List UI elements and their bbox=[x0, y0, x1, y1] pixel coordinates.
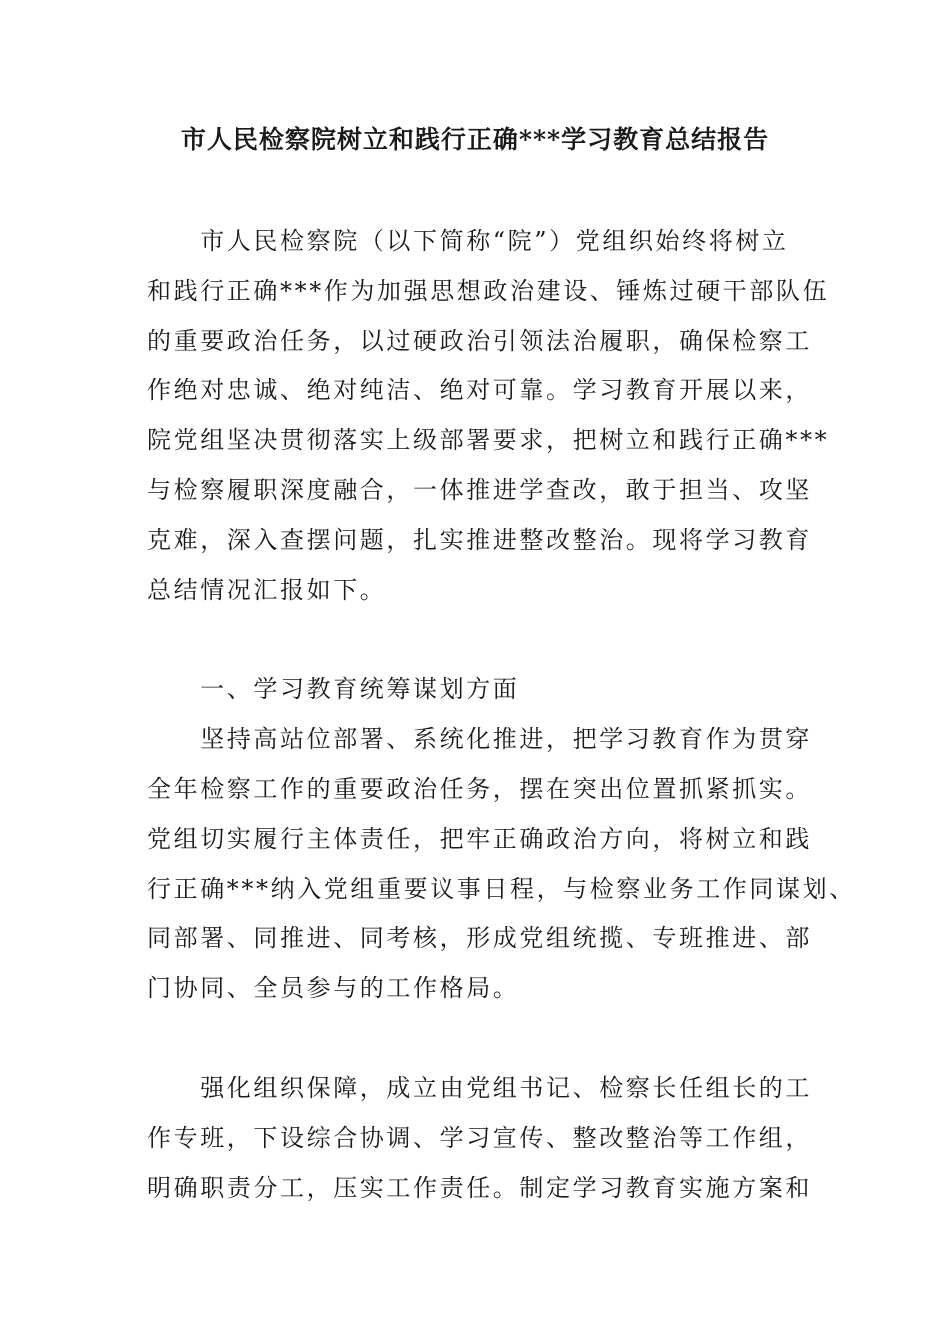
paragraph-line: 院党组坚决贯彻落实上级部署要求，把树立和践行正确*** bbox=[147, 426, 830, 454]
paragraph-line: 作专班，下设综合协调、学习宣传、整改整治等工作组， bbox=[147, 1124, 812, 1152]
paragraph-line: 党组切实履行主体责任，把牢正确政治方向，将树立和践 bbox=[147, 825, 812, 853]
paragraph-line: 的重要政治任务，以过硬政治引领法治履职，确保检察工 bbox=[147, 327, 812, 355]
paragraph-line: 明确职责分工，压实工作责任。制定学习教育实施方案和 bbox=[147, 1174, 812, 1202]
paragraph-line: 和践行正确***作为加强思想政治建设、锤炼过硬干部队伍 bbox=[147, 277, 830, 305]
document-title: 市人民检察院树立和践行正确***学习教育总结报告 bbox=[180, 125, 770, 154]
paragraph-line: 门协同、全员参与的工作格局。 bbox=[147, 974, 520, 1002]
paragraph-line: 与检察履职深度融合，一体推进学查改，敢于担当、攻坚 bbox=[147, 476, 812, 504]
paragraph-line: 市人民检察院（以下简称“院”）党组织始终将树立 bbox=[147, 227, 789, 255]
paragraph-line: 同部署、同推进、同考核，形成党组统揽、专班推进、部 bbox=[147, 924, 812, 952]
paragraph-line: 行正确***纳入党组重要议事日程，与检察业务工作同谋划、 bbox=[147, 875, 856, 903]
paragraph-line: 作绝对忠诚、绝对纯洁、绝对可靠。学习教育开展以来， bbox=[147, 376, 812, 404]
paragraph-line: 全年检察工作的重要政治任务，摆在突出位置抓紧抓实。 bbox=[147, 775, 812, 803]
paragraph-line: 强化组织保障，成立由党组书记、检察长任组长的工 bbox=[147, 1074, 812, 1102]
section-heading: 一、学习教育统筹谋划方面 bbox=[147, 675, 520, 703]
paragraph-line: 坚持高站位部署、系统化推进，把学习教育作为贯穿 bbox=[147, 725, 812, 753]
paragraph-line: 克难，深入查摆问题，扎实推进整改整治。现将学习教育 bbox=[147, 526, 812, 554]
paragraph-line: 总结情况汇报如下。 bbox=[147, 576, 387, 604]
